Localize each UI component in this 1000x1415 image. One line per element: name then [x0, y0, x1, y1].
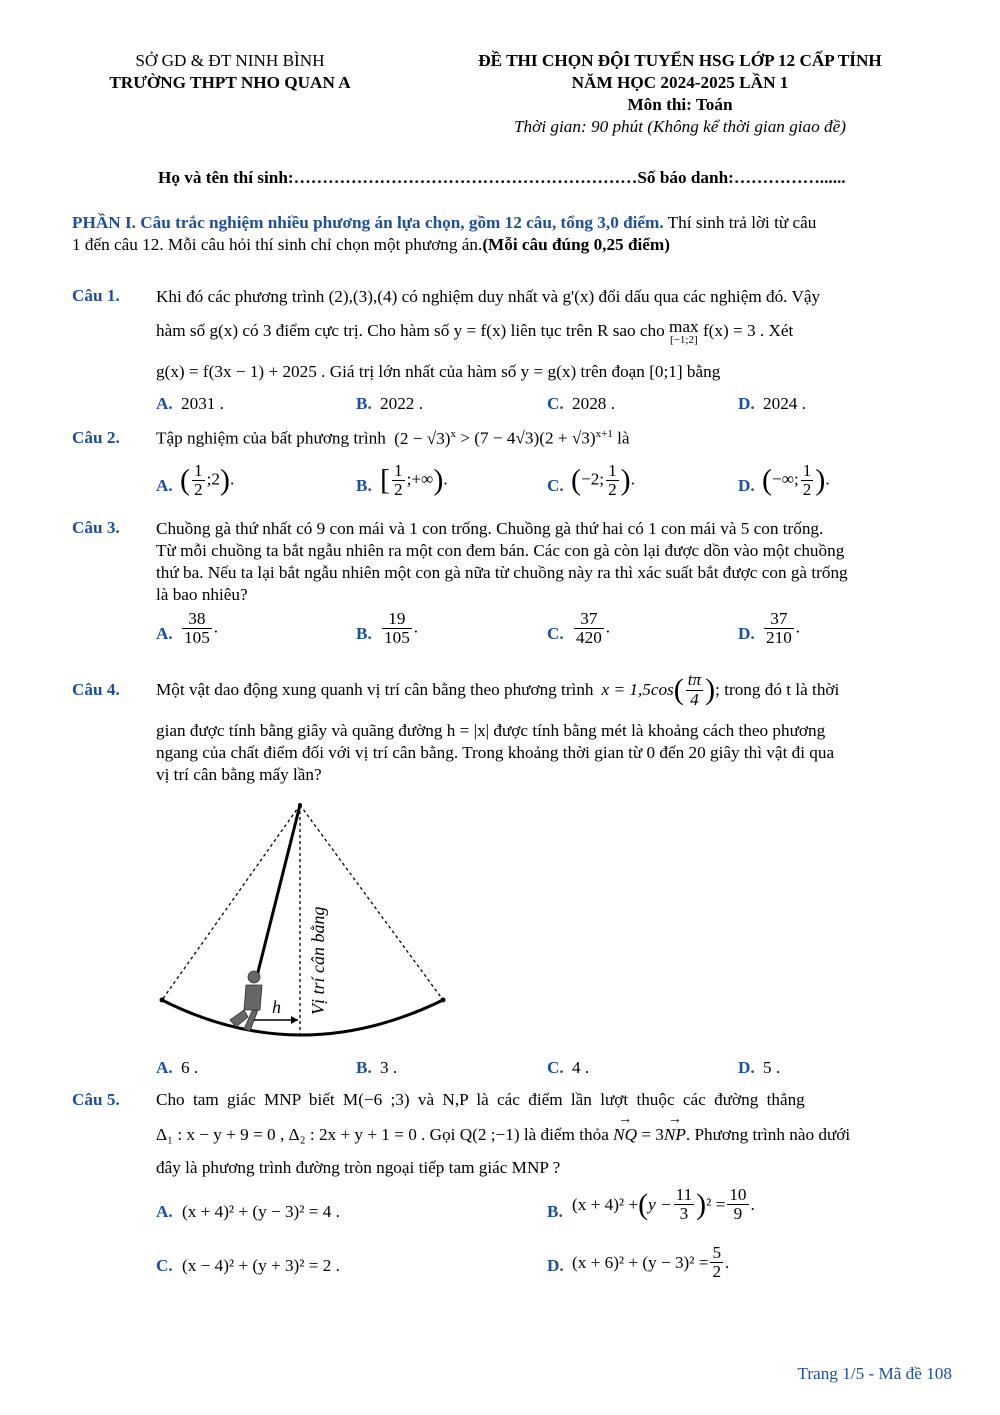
q2-exp1: x [450, 428, 457, 440]
q1-opt-a-letter: A. [156, 394, 173, 413]
section-points: (Mỗi câu đúng 0,25 điểm) [482, 235, 670, 254]
section-text-1: Thí sinh trả lời từ câu [663, 213, 817, 232]
q5-line1-text: Cho tam giác MNP biết M(−6 ;3) và N,P là các điểm lần lượt thuộc các đường thẳng [156, 1090, 805, 1109]
q1-opt-d-value[interactable]: 2024 . [763, 394, 806, 413]
q3-opt-c-frac [574, 610, 604, 647]
q5-opt-d-value[interactable]: (x + 6)² + (y − 3)² = $\frac{5}{2}$ . [572, 1243, 730, 1282]
child-figure [230, 971, 262, 1031]
q2-opt-d-letter: D. [738, 476, 755, 495]
q2-opt-b-close: ) [433, 463, 444, 497]
q3-opt-a-value[interactable]: $\frac{38}{105}$ . [184, 609, 219, 648]
dept-name: SỞ GD & ĐT NINH BÌNH [135, 51, 325, 70]
q2-opt-a-open: ( [180, 463, 190, 497]
q3-opt-b-frac [382, 610, 412, 647]
q3-opt-a-num: 38 [182, 610, 212, 629]
q2-opt-d-den: 2 [802, 480, 812, 500]
q5-vector-nq: → NQ [613, 1125, 637, 1145]
q5-line2 [156, 1125, 956, 1145]
q3-opt-d-value[interactable]: $\frac{37}{210}$ . [766, 609, 801, 648]
q5-opt-c-letter: C. [156, 1256, 173, 1275]
q2-opt-d-close: ) [815, 463, 826, 497]
q1-max-word: max [669, 317, 699, 336]
q2-text: Tập nghiệm của bất phương trình [156, 428, 386, 448]
q5-eq: = 3 [637, 1125, 664, 1144]
q1-line2 [156, 318, 956, 346]
q3-opt-a-letter: A. [156, 624, 173, 643]
q1-opt-b-letter: B. [356, 394, 372, 413]
q2-opt-b-num: 1 [394, 461, 403, 480]
q3-opt-d-den: 210 [766, 628, 792, 648]
q2-base1: (2 − √3) [394, 428, 451, 448]
q2-opt-a-letter: A. [156, 476, 173, 495]
q5-line3: đây là phương trình đường tròn ngoại tiếp tam giác MNP ? [156, 1158, 561, 1177]
q3-stem [156, 518, 952, 606]
q3-opt-c-num: 37 [574, 610, 604, 629]
q4-opt-c-letter: C. [547, 1058, 564, 1077]
page-footer: Trang 1/5 - Mã đề 108 [797, 1364, 952, 1383]
q5-opt-b-y: y − [648, 1194, 672, 1214]
q5-opt-d-letter: D. [547, 1256, 564, 1275]
q5-line2-end: . Phương trình nào dưới [685, 1125, 851, 1144]
pivot-point [298, 803, 302, 807]
pendulum-rope [256, 805, 300, 980]
q2-opt-c-pre: −2; [581, 469, 605, 489]
school-name: TRƯỜNG THPT NHO QUAN A [109, 73, 351, 92]
q2-opt-a-close: ) [219, 463, 230, 497]
q2-opt-b-open: [ [380, 463, 390, 497]
q4-stem [156, 720, 952, 786]
q4-num: tπ [687, 670, 702, 690]
q5-line1 [156, 1090, 952, 1110]
q2-stem [156, 428, 956, 449]
q1-opt-d-letter: D. [738, 394, 755, 413]
section-title: PHẦN I. Câu trắc nghiệm nhiều phương án lựa chọn, gồm 12 câu, tổng 3,0 điểm. [72, 213, 664, 232]
q2-opt-a-post: ;2 [206, 469, 220, 489]
q1-label: Câu 1. [72, 286, 120, 305]
q2-opt-a-num: 1 [194, 461, 203, 480]
q3-line3: thứ ba. Nếu ta lại bắt ngẫu nhiên một con gà nữa từ chuồng này ra thì xác suất bắt được con gà trống [156, 563, 848, 582]
q5-vector-np: → NP [664, 1125, 686, 1145]
q3-opt-d-num: 37 [764, 610, 794, 629]
q4-paren-open: ( [673, 673, 684, 706]
q2-end: là [612, 428, 630, 448]
q2-exp2: x+1 [595, 428, 613, 440]
q1-line3: g(x) = f(3x − 1) + 2025 . Giá trị lớn nhất của hàm số y = g(x) trên đoạn [0;1] bằng [156, 362, 721, 381]
candidate-name-label: Họ và tên thí sinh:…………………………………………………… [158, 168, 638, 187]
equilibrium-label: Vị trí cân bằng [308, 906, 328, 1015]
q2-opt-c-den: 2 [608, 480, 617, 500]
q1-opt-b-value[interactable]: 2022 . [380, 394, 423, 413]
q2-opt-b-post: ;+∞ [406, 469, 434, 489]
q5-opt-b-frac1 [674, 1186, 695, 1223]
q5-opt-a-letter: A. [156, 1202, 173, 1221]
q4-label: Câu 4. [72, 680, 120, 699]
q1-line2-end: f(x) = 3 . Xét [702, 321, 794, 341]
h-label: h [272, 997, 281, 1017]
q5-opt-d-frac [710, 1244, 723, 1281]
q4-line1-end: ; trong đó t là thời [715, 680, 840, 699]
q2-opt-c-letter: C. [547, 476, 564, 495]
q5-opt-b-value[interactable]: (x + 4)² + ( y − $\frac{11}{3}$ ) ² = $\frac{10}{9}$ . [572, 1185, 755, 1224]
q5-opt-d-pre: (x + 6)² + (y − 3)² = [572, 1252, 709, 1272]
q3-opt-c-den: 420 [576, 628, 602, 648]
q5-opt-b-open: ( [638, 1187, 649, 1221]
q3-opt-b-num: 19 [382, 610, 412, 629]
arc-left-end [160, 998, 165, 1003]
q4-opt-c-value[interactable]: 4 . [572, 1058, 590, 1077]
q2-opt-c-close: ) [620, 463, 631, 497]
q5-opt-b-frac2 [727, 1186, 748, 1223]
q4-equation: x = 1,5cos [601, 680, 674, 699]
q4-line4: vị trí cân bằng mấy lần? [156, 765, 322, 784]
q3-opt-b-value[interactable]: $\frac{19}{105}$ . [384, 609, 419, 648]
q2-opt-a-frac [192, 462, 205, 499]
q3-line2: Từ mỗi chuồng ta bắt ngẫu nhiên ra một con đem bán. Các con gà còn lại được dồn vào một chuồng [156, 541, 845, 560]
q2-label: Câu 2. [72, 428, 120, 447]
q2-opt-d-num: 1 [802, 461, 812, 480]
pendulum-figure [150, 795, 460, 1050]
q1-max [669, 318, 699, 346]
candidate-id-label: Số báo danh:……………...... [637, 168, 846, 187]
q2-opt-a-value[interactable]: ( $\frac{1}{2}$ ;2). [180, 461, 235, 500]
q3-opt-c-letter: C. [547, 624, 564, 643]
q2-opt-b-den: 2 [394, 480, 403, 500]
q3-opt-a-den: 105 [184, 628, 210, 648]
q1-max-sub: [−1;2] [670, 334, 698, 347]
q5-opt-a-value[interactable]: (x + 4)² + (y − 3)² = 4 . [182, 1202, 340, 1221]
q4-opt-d-letter: D. [738, 1058, 755, 1077]
q1-opt-c-letter: C. [547, 394, 564, 413]
q2-opt-d-frac [801, 462, 814, 499]
q5-opt-b-close: ) [696, 1187, 707, 1221]
q4-opt-b-letter: B. [356, 1058, 372, 1077]
candidate-name-field [158, 168, 846, 188]
q4-opt-a-value[interactable]: 6 . [181, 1058, 199, 1077]
q2-opt-d-value[interactable]: (−∞; $\frac{1}{2}$ ). [762, 461, 830, 500]
q5-opt-c-value[interactable]: (x − 4)² + (y + 3)² = 2 . [182, 1256, 340, 1275]
q1-opt-c-value[interactable]: 2028 . [572, 394, 615, 413]
q5-opt-b-mid: ² = [706, 1194, 726, 1214]
q4-line1 [156, 668, 956, 712]
q1-line1: Khi đó các phương trình (2),(3),(4) có nghiệm duy nhất và g'(x) đổi dấu qua các nghiệm đó. Vậy [156, 287, 821, 306]
q4-opt-a-letter: A. [156, 1058, 173, 1077]
q2-opt-d-open: ( [762, 463, 772, 497]
arc-right-end [441, 998, 446, 1003]
q4-paren-close: ) [705, 673, 716, 706]
q4-opt-b-value[interactable]: 3 . [380, 1058, 398, 1077]
exam-title: ĐỀ THI CHỌN ĐỘI TUYỂN HSG LỚP 12 CẤP TỈNH [478, 51, 882, 70]
q4-line1-text: Một vật dao động xung quanh vị trí cân bằng theo phương trình [156, 680, 594, 699]
q4-frac [686, 671, 703, 708]
q2-opt-a-den: 2 [194, 480, 203, 500]
q4-line3: ngang của chất điểm đối với vị trí cân bằng. Trong khoảng thời gian từ 0 đến 20 giây thì vật đi qua [156, 743, 835, 762]
q5-opt-d-num: 5 [712, 1243, 722, 1262]
q2-opt-c-num: 1 [608, 461, 617, 480]
q2-mid: > (7 − 4√3)(2 + √3) [456, 428, 596, 448]
swing-arc [162, 1000, 443, 1035]
q2-opt-c-frac [606, 462, 619, 499]
q3-opt-a-frac [182, 610, 212, 647]
q3-opt-c-value[interactable]: $\frac{37}{420}$ . [576, 609, 611, 648]
q5-opt-b-num1: 11 [675, 1185, 693, 1204]
q3-opt-d-letter: D. [738, 624, 755, 643]
q1-body [156, 286, 956, 308]
q4-line2: gian được tính bằng giây và quãng đường h = |x| được tính bằng mét là khoảng cách theo phương [156, 721, 826, 740]
time-limit: Thời gian: 90 phút (Không kể thời gian giao đề) [514, 117, 846, 136]
exam-header [400, 50, 960, 138]
q3-opt-d-frac [764, 610, 794, 647]
q3-line1: Chuồng gà thứ nhất có 9 con mái và 1 con trống. Chuồng gà thứ hai có 1 con mái và 5 con trống. [156, 519, 824, 538]
q2-opt-c-value[interactable]: (−2; $\frac{1}{2}$ ). [571, 461, 635, 500]
q2-opt-b-value[interactable]: [ $\frac{1}{2}$ ;+∞). [380, 461, 448, 500]
q5-label: Câu 5. [72, 1090, 120, 1109]
q2-opt-b-frac [392, 462, 405, 499]
q2-opt-c-open: ( [571, 463, 581, 497]
q5-opt-b-den1: 3 [679, 1204, 689, 1224]
q5-line2-text: Δ₁ : x − y + 9 = 0 , Δ₂ : 2x + y + 1 = 0 . Gọi Q(2 ;−1) là điểm thỏa [156, 1125, 609, 1144]
school-header [95, 50, 365, 94]
q3-label: Câu 3. [72, 518, 120, 537]
q3-opt-b-den: 105 [384, 628, 410, 648]
q5-opt-b-pre: (x + 4)² + [572, 1194, 639, 1214]
q4-opt-d-value[interactable]: 5 . [763, 1058, 781, 1077]
q2-opt-b-letter: B. [356, 476, 372, 495]
q4-den: 4 [690, 689, 699, 709]
pendulum-left-bound [162, 805, 300, 1000]
q3-opt-b-letter: B. [356, 624, 372, 643]
q3-line4: là bao nhiêu? [156, 585, 248, 604]
section-text-2: 1 đến câu 12. Mỗi câu hỏi thí sinh chỉ chọn một phương án. [72, 235, 483, 254]
school-year: NĂM HỌC 2024-2025 LẦN 1 [571, 73, 789, 92]
q2-opt-d-pre: −∞; [772, 469, 799, 489]
q5-opt-b-den2: 9 [733, 1204, 743, 1224]
subject: Môn thi: Toán [627, 95, 733, 114]
h-arrowhead [291, 1016, 298, 1024]
q1-opt-a-value[interactable]: 2031 . [181, 394, 224, 413]
q5-opt-b-num2: 10 [729, 1185, 747, 1204]
q5-opt-b-letter: B. [547, 1202, 563, 1221]
section-intro [72, 212, 952, 256]
q5-opt-d-den: 2 [712, 1262, 722, 1282]
q1-line2-text: hàm số g(x) có 3 điểm cực trị. Cho hàm số y = f(x) liên tục trên R sao cho [156, 321, 665, 341]
